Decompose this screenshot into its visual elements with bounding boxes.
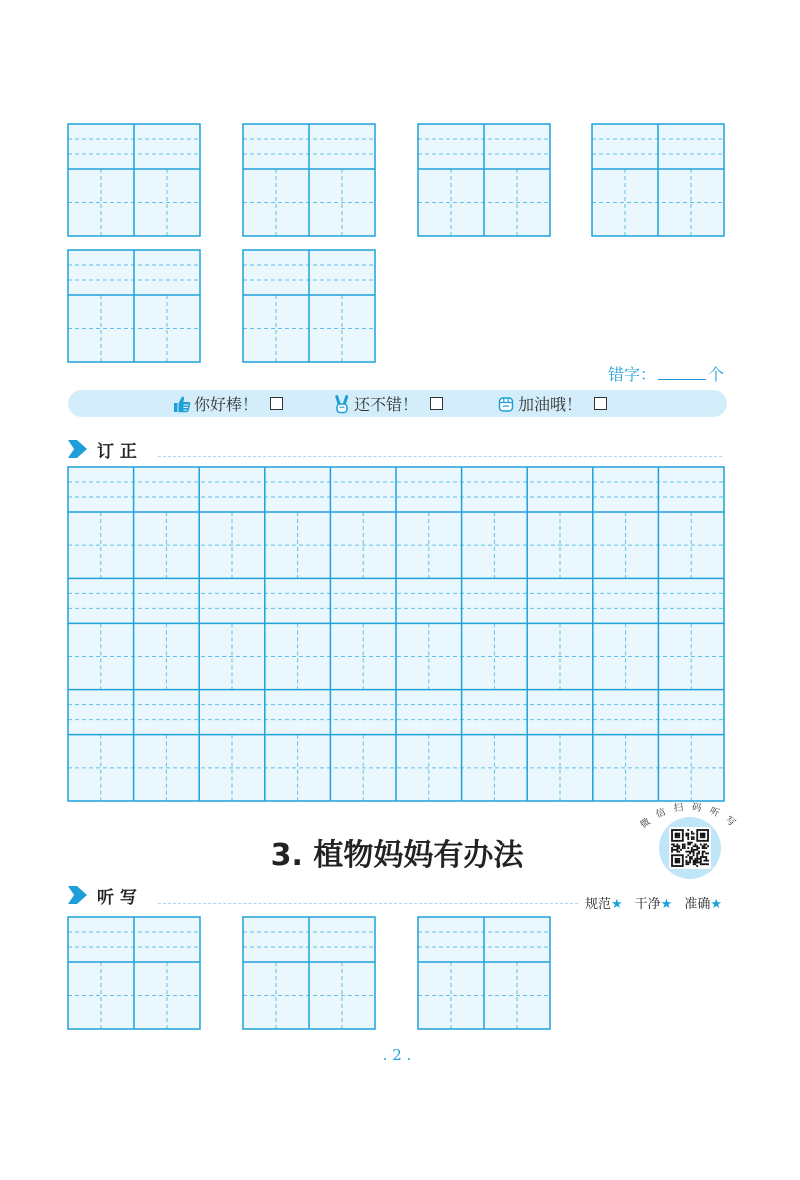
self-rating-bar [68,390,727,417]
qr-badge [636,798,744,880]
word-writing-box[interactable] [67,123,201,237]
raised-fist-icon [496,394,516,414]
dictation-section-header [68,885,137,908]
star-icon[interactable]: ★ [660,897,673,912]
writing-grid[interactable] [242,249,376,363]
writing-grid[interactable] [417,123,551,237]
criterion-label: 规范 [584,897,611,912]
victory-hand-icon [332,394,352,414]
pinyin-cell[interactable] [134,467,200,512]
dictation-criteria [585,893,722,912]
pinyin-cell[interactable] [462,690,528,735]
rating-option-great[interactable] [172,390,283,417]
writing-grid[interactable] [67,249,201,363]
pinyin-cell[interactable] [527,690,593,735]
star-icon[interactable]: ★ [710,897,722,912]
pinyin-cell[interactable] [199,690,265,735]
section-arrow-icon [68,886,88,904]
criterion-label: 准确 [684,897,711,912]
error-count-field [608,362,724,385]
writing-grid[interactable] [242,916,376,1030]
pinyin-cell[interactable] [243,124,309,169]
pinyin-cell[interactable] [68,917,134,962]
rating-checkbox[interactable] [430,397,443,410]
pinyin-cell[interactable] [68,467,134,512]
writing-grid[interactable] [67,123,201,237]
word-writing-box[interactable] [417,123,551,237]
word-writing-box[interactable] [67,249,201,363]
rating-label: 你好棒！ [194,395,259,414]
pinyin-cell[interactable] [309,250,375,295]
pinyin-cell[interactable] [330,467,396,512]
word-writing-box[interactable] [242,123,376,237]
pinyin-cell[interactable] [265,578,331,623]
pinyin-cell[interactable] [527,467,593,512]
pinyin-cell[interactable] [462,578,528,623]
criterion-label: 干净 [634,897,661,912]
rating-label: 还不错！ [354,395,419,414]
rating-checkbox[interactable] [594,397,607,410]
correction-section-header [68,439,137,462]
pinyin-cell[interactable] [134,250,200,295]
pinyin-cell[interactable] [199,467,265,512]
word-writing-box[interactable] [591,123,725,237]
rating-checkbox[interactable] [270,397,283,410]
pinyin-cell[interactable] [484,124,550,169]
writing-grid[interactable] [591,123,725,237]
pinyin-cell[interactable] [593,690,659,735]
pinyin-cell[interactable] [658,124,724,169]
error-count-blank[interactable] [658,365,706,380]
pinyin-cell[interactable] [68,124,134,169]
pinyin-cell[interactable] [396,690,462,735]
pinyin-cell[interactable] [592,124,658,169]
pinyin-cell[interactable] [68,250,134,295]
dictation-title: 听 写 [97,887,137,908]
pinyin-cell[interactable] [418,917,484,962]
pinyin-cell[interactable] [134,124,200,169]
dictation-header-rule [158,903,578,904]
rating-option-keep-trying[interactable] [496,390,607,417]
pinyin-cell[interactable] [593,578,659,623]
pinyin-cell[interactable] [462,467,528,512]
pinyin-cell[interactable] [418,124,484,169]
pinyin-cell[interactable] [68,578,134,623]
pinyin-cell[interactable] [265,690,331,735]
pinyin-cell[interactable] [527,578,593,623]
dictation-writing-box[interactable] [417,916,551,1030]
thumbs-up-icon [172,394,192,414]
qr-code-icon [669,827,711,869]
error-count-unit: 个 [707,365,724,384]
pinyin-cell[interactable] [309,124,375,169]
pinyin-cell[interactable] [396,467,462,512]
pinyin-cell[interactable] [134,917,200,962]
correction-header-rule [158,456,722,457]
pinyin-cell[interactable] [243,917,309,962]
writing-grid[interactable] [242,123,376,237]
pinyin-cell[interactable] [330,578,396,623]
writing-grid[interactable] [67,466,725,802]
writing-grid[interactable] [67,916,201,1030]
criterion-item [635,893,673,912]
rating-label: 加油哦！ [518,395,583,414]
dictation-writing-box[interactable] [242,916,376,1030]
correction-title: 订 正 [97,441,137,462]
criterion-item [684,893,722,912]
section-arrow-icon [68,440,88,458]
correction-writing-grid[interactable] [67,466,725,802]
qr-caption: 微信扫码听写 [638,801,744,835]
pinyin-cell[interactable] [396,578,462,623]
pinyin-cell[interactable] [330,690,396,735]
star-icon[interactable]: ★ [611,897,623,912]
pinyin-cell[interactable] [658,467,724,512]
pinyin-cell[interactable] [68,690,134,735]
pinyin-cell[interactable] [484,917,550,962]
pinyin-cell[interactable] [658,690,724,735]
pinyin-cell[interactable] [593,467,659,512]
pinyin-cell[interactable] [199,578,265,623]
dictation-writing-box[interactable] [67,916,201,1030]
pinyin-cell[interactable] [309,917,375,962]
error-count-label: 错字： [607,365,656,384]
criterion-item [585,893,623,912]
writing-grid[interactable] [417,916,551,1030]
word-writing-box[interactable] [242,249,376,363]
lesson-title: 3. 植物妈妈有办法 [270,838,524,873]
pinyin-cell[interactable] [134,578,200,623]
pinyin-cell[interactable] [658,578,724,623]
rating-option-good[interactable] [332,390,443,417]
pinyin-cell[interactable] [134,690,200,735]
pinyin-cell[interactable] [265,467,331,512]
pinyin-cell[interactable] [243,250,309,295]
page-number: . 2 . [382,1046,412,1064]
